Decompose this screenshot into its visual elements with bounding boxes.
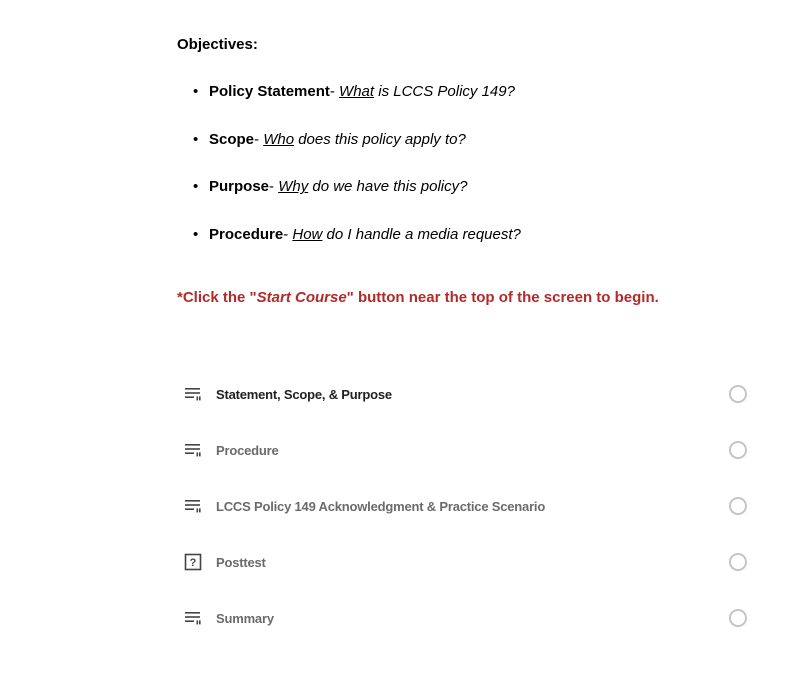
quiz-icon bbox=[184, 554, 202, 570]
lesson-item-posttest[interactable] bbox=[177, 534, 757, 590]
objective-question-key: Who bbox=[263, 130, 295, 148]
objective-item-policy-statement: • Policy Statement- What is LCCS Policy 149? bbox=[193, 80, 521, 128]
text-lines-icon bbox=[184, 442, 202, 458]
lesson-status-circle bbox=[729, 441, 747, 459]
objective-question: do we have this policy? bbox=[308, 178, 468, 196]
objective-item-procedure: • Procedure- How do I handle a media request? bbox=[193, 223, 521, 271]
objective-question-key: Why bbox=[278, 178, 309, 196]
start-course-emphasis: Start Course bbox=[256, 289, 347, 306]
lesson-title: Posttest bbox=[216, 554, 266, 570]
svg-text:?: ? bbox=[189, 557, 197, 570]
lesson-status-circle bbox=[729, 609, 747, 627]
objective-question-key: What bbox=[339, 83, 375, 100]
lesson-status-circle bbox=[729, 385, 747, 403]
objective-item-scope: • Scope- Who does this policy apply to? bbox=[193, 128, 521, 176]
lesson-item-acknowledgment-scenario[interactable] bbox=[177, 478, 757, 534]
lesson-title: Procedure bbox=[216, 442, 279, 458]
bullet-icon: • bbox=[193, 226, 199, 244]
objective-question: is LCCS Policy 149? bbox=[374, 83, 515, 100]
objective-term: Scope bbox=[209, 130, 255, 148]
lesson-item-statement-scope-purpose[interactable] bbox=[177, 366, 757, 422]
lesson-item-procedure[interactable] bbox=[177, 422, 757, 478]
objective-question: do I handle a media request? bbox=[322, 226, 521, 244]
objective-question-key: How bbox=[292, 226, 323, 244]
objective-term: Procedure bbox=[209, 226, 284, 244]
objectives-list bbox=[193, 80, 521, 271]
lesson-status-circle bbox=[729, 553, 747, 571]
text-lines-icon bbox=[184, 498, 202, 514]
lesson-title: Summary bbox=[216, 610, 274, 626]
objective-item-purpose: • Purpose- Why do we have this policy? bbox=[193, 175, 521, 223]
lesson-item-summary[interactable] bbox=[177, 590, 757, 646]
objective-question: does this policy apply to? bbox=[294, 130, 466, 148]
lesson-status-circle bbox=[729, 497, 747, 515]
lesson-title: Statement, Scope, & Purpose bbox=[216, 386, 392, 402]
objective-term: Policy Statement bbox=[209, 83, 330, 100]
start-course-instruction: *Click the "Start Course" button near the top of the screen to begin. bbox=[177, 289, 659, 306]
bullet-icon: • bbox=[193, 178, 199, 196]
lesson-list bbox=[177, 366, 757, 646]
text-lines-icon bbox=[184, 386, 202, 402]
text-lines-icon bbox=[184, 610, 202, 626]
bullet-icon: • bbox=[193, 83, 199, 100]
lesson-title: LCCS Policy 149 Acknowledgment & Practice Scenario bbox=[216, 498, 546, 514]
bullet-icon: • bbox=[193, 130, 199, 148]
objectives-heading: Objectives: bbox=[177, 36, 258, 53]
objective-term: Purpose bbox=[209, 178, 270, 196]
